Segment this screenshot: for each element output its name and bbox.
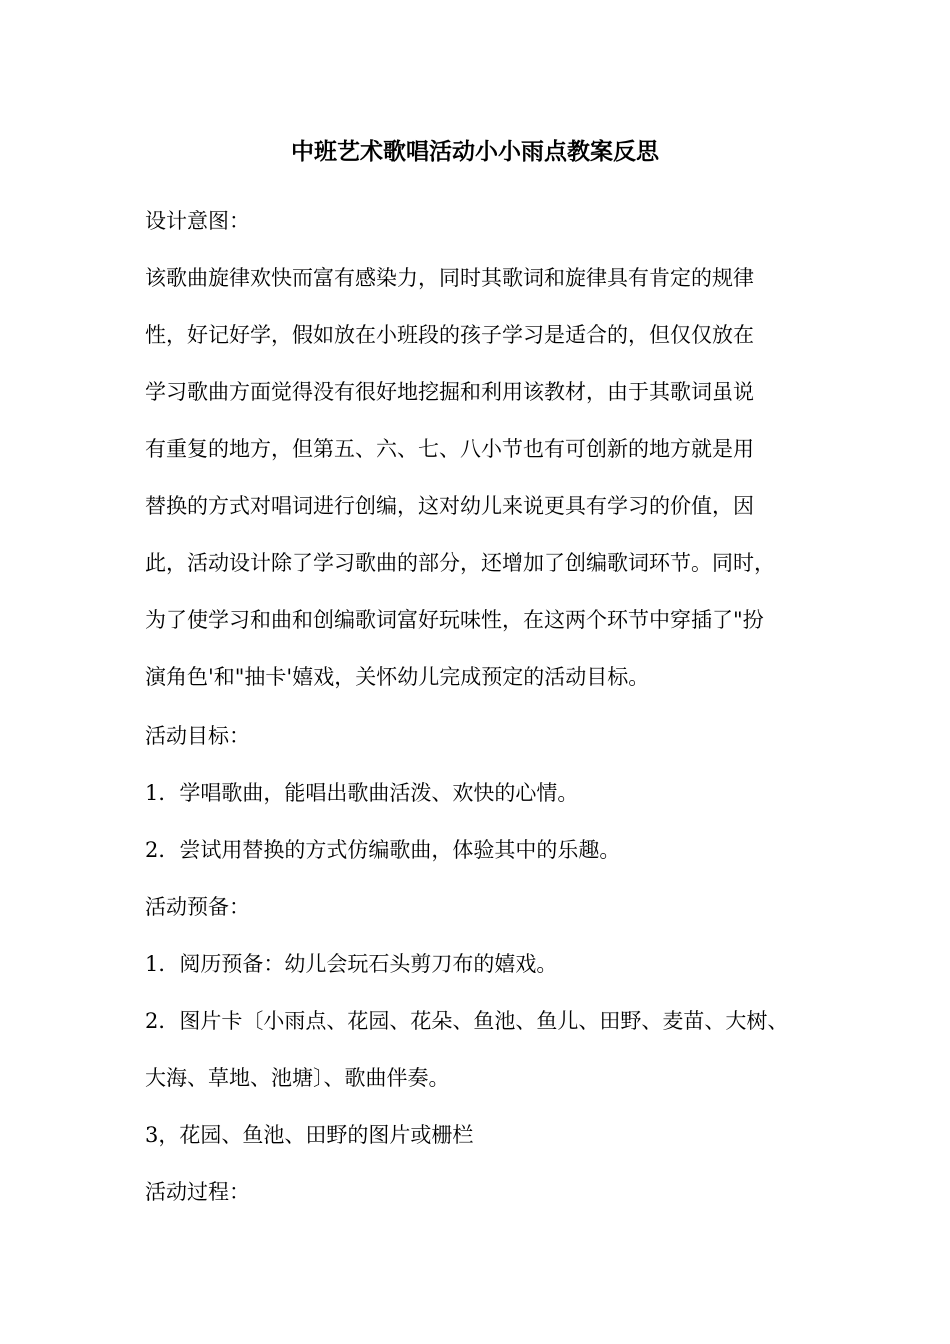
paragraph-line: 该歌曲旋律欢快而富有感染力，同时其歌词和旋律具有肯定的规律 <box>145 266 754 290</box>
paragraph-line: 有重复的地方，但第五、六、七、八小节也有可创新的地方就是用 <box>145 437 754 461</box>
section-heading-preparation: 活动预备： <box>145 895 250 919</box>
list-item: 2．图片卡〔小雨点、花园、花朵、鱼池、鱼儿、田野、麦苗、大树、 <box>145 1009 789 1033</box>
paragraph-line: 演角色'和"抽卡'嬉戏，关怀幼儿完成预定的活动目标。 <box>145 665 650 689</box>
paragraph-line: 此，活动设计除了学习歌曲的部分，还增加了创编歌词环节。同时， <box>145 551 775 575</box>
section-heading-goals: 活动目标： <box>145 724 250 748</box>
list-item: 1．阅历预备：幼儿会玩石头剪刀布的嬉戏。 <box>145 952 558 976</box>
list-item: 1．学唱歌曲，能唱出歌曲活泼、欢快的心情。 <box>145 781 579 805</box>
section-heading-design-intent: 设计意图： <box>145 209 250 233</box>
document-title: 中班艺术歌唱活动小小雨点教案反思 <box>291 138 659 165</box>
list-item: 2．尝试用替换的方式仿编歌曲，体验其中的乐趣。 <box>145 838 621 862</box>
list-item: 3，花园、鱼池、田野的图片或栅栏 <box>145 1123 474 1147</box>
section-heading-process: 活动过程： <box>145 1180 250 1204</box>
list-item-continuation: 大海、草地、池塘〕、歌曲伴奏。 <box>145 1066 450 1090</box>
paragraph-line: 替换的方式对唱词进行创编，这对幼儿来说更具有学习的价值，因 <box>145 494 754 518</box>
paragraph-line: 性，好记好学，假如放在小班段的孩子学习是适合的，但仅仅放在 <box>145 323 754 347</box>
paragraph-line: 为了使学习和曲和创编歌词富好玩味性，在这两个环节中穿插了"扮 <box>145 608 764 632</box>
paragraph-line: 学习歌曲方面觉得没有很好地挖掘和利用该教材，由于其歌词虽说 <box>145 380 754 404</box>
